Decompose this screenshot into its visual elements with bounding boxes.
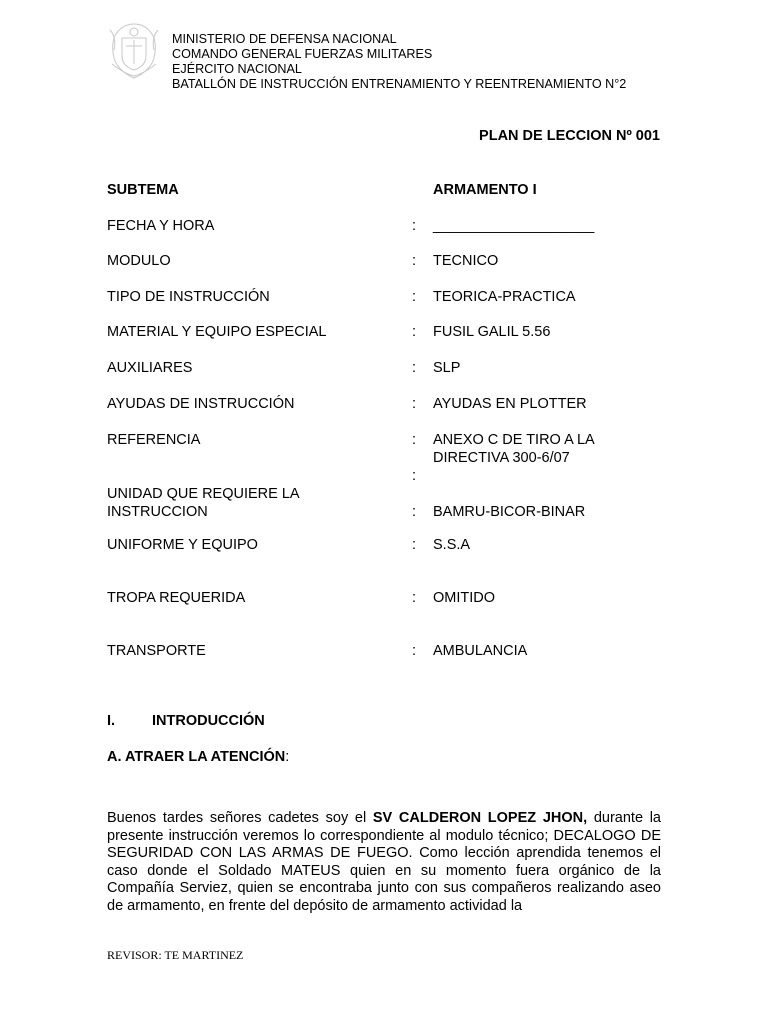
field-value: ____________________ (433, 218, 595, 234)
paragraph-text: durante la presente instrucción veremos lo correspondiente al modulo técnico; DECALOGO DE SEGURIDAD CON LAS ARMAS DE FUEGO. Como lección aprendida tenemos el caso donde el Soldado MATEUS quien en su momento fuera orgánico de la Compañía Serviez, quien se encontraba junto con sus compañeros realizando aseo de armamento, en frente del depósito de armamento actividad la (107, 810, 661, 914)
field-colon: : (412, 504, 417, 520)
field-colon: : (412, 590, 417, 606)
org-line-command: COMANDO GENERAL FUERZAS MILITARES (172, 47, 433, 61)
intro-paragraph (107, 810, 661, 915)
field-label: AUXILIARES (107, 360, 193, 376)
paragraph-text: Buenos tardes señores cadetes soy el (107, 810, 373, 826)
plan-title: PLAN DE LECCION Nº 001 (479, 128, 660, 144)
field-colon: : (412, 537, 417, 553)
field-label-line: UNIDAD QUE REQUIERE LA (107, 486, 300, 502)
field-label-line: INSTRUCCION (107, 504, 208, 520)
field-colon: : (412, 396, 417, 412)
field-value: FUSIL GALIL 5.56 (433, 324, 551, 340)
field-value-line: ANEXO C DE TIRO A LA (433, 432, 595, 448)
org-line-army: EJÉRCITO NACIONAL (172, 62, 302, 76)
section-title: INTRODUCCIÓN (152, 713, 265, 729)
field-value: AYUDAS EN PLOTTER (433, 396, 587, 412)
field-value: TECNICO (433, 253, 499, 269)
footer-revisor: REVISOR: TE MARTINEZ (107, 948, 244, 962)
national-coat-of-arms-icon (106, 20, 162, 82)
field-label: TRANSPORTE (107, 643, 206, 659)
field-value: BAMRU-BICOR-BINAR (433, 504, 586, 520)
subsection-title: A. ATRAER LA ATENCIÓN (107, 749, 286, 765)
org-line-battalion: BATALLÓN DE INSTRUCCIÓN ENTRENAMIENTO Y REENTRENAMIENTO N°2 (172, 77, 627, 91)
field-label: AYUDAS DE INSTRUCCIÓN (107, 396, 295, 412)
field-label: TROPA REQUERIDA (107, 590, 246, 606)
field-value-line: DIRECTIVA 300-6/07 (433, 450, 570, 466)
field-colon: : (412, 289, 417, 305)
field-label: SUBTEMA (107, 182, 179, 198)
field-label: MODULO (107, 253, 171, 269)
field-label: FECHA Y HORA (107, 218, 215, 234)
instructor-name: SV CALDERON LOPEZ JHON, (372, 810, 588, 826)
organization-header (172, 32, 626, 92)
field-value: ARMAMENTO I (433, 182, 537, 198)
field-value (433, 431, 663, 467)
field-label: REFERENCIA (107, 432, 201, 448)
field-value: S.S.A (433, 537, 471, 553)
field-value: SLP (433, 360, 461, 376)
field-label: TIPO DE INSTRUCCIÓN (107, 289, 270, 305)
subsection-atraer-atencion (107, 749, 289, 765)
field-label: MATERIAL Y EQUIPO ESPECIAL (107, 324, 327, 340)
section-number: I. (107, 713, 116, 729)
field-colon: : (412, 643, 417, 659)
field-colon: : (412, 360, 417, 376)
section-introduccion (107, 713, 265, 729)
field-value: OMITIDO (433, 590, 496, 606)
field-label (107, 485, 397, 521)
field-colon-extra: : (412, 468, 417, 484)
subsection-suffix: : (285, 749, 290, 765)
field-label: UNIFORME Y EQUIPO (107, 537, 258, 553)
field-value: AMBULANCIA (433, 643, 528, 659)
org-line-ministry: MINISTERIO DE DEFENSA NACIONAL (172, 32, 397, 46)
field-value: TEORICA-PRACTICA (433, 289, 576, 305)
field-colon: : (412, 218, 417, 234)
field-colon: : (412, 324, 417, 340)
field-colon: : (412, 253, 417, 269)
field-colon: : (412, 432, 417, 448)
